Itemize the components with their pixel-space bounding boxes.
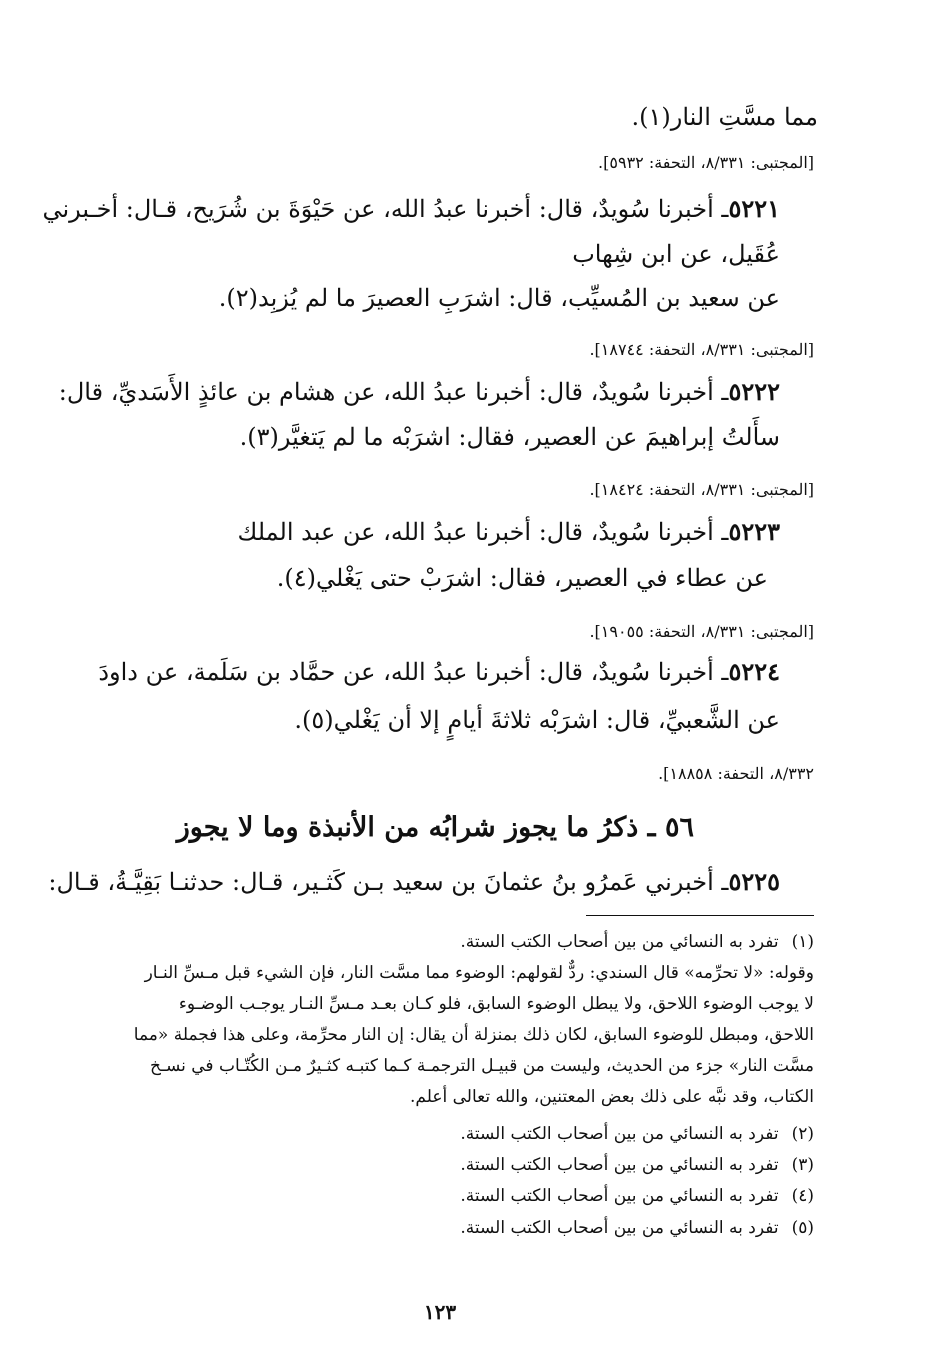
hadith-text: ـ أخبرنا سُويدٌ، قال: أخبرنا عبدُ الله، عن عبد الملك <box>237 518 729 546</box>
hadith-line: سأَلتُ إبراهيمَ عن العصير، فقال: اشرَبْه ما لم يَتغيَّر(٣). <box>239 423 780 451</box>
reference-line: [المجتبى: ٨/٣٣١، التحفة: ١٩٠٥٥]. <box>589 622 814 641</box>
footnote-text: تفرد به النسائي من بين أصحاب الكتب الستة. <box>460 1124 779 1144</box>
hadith-text: ـ أخبرنا سُويدٌ، قال: أخبرنا عبدُ الله، عن حَيْوَةَ بن شُرَيح، قـال: أخـبرني <box>42 195 729 223</box>
reference-line: [المجتبى: ٨/٣٣١، التحفة: ٥٩٣٢]. <box>598 153 814 172</box>
hadith-number: ٥٢٢٥ <box>728 867 780 896</box>
hadith-line <box>59 378 780 407</box>
footnote-continuation: اللاحق، ومبطل للوضوء السابق، لكان ذلك بمنزلة أن يقال: إن النار محرِّمة، وعلى هذا فجملة «مما <box>133 1025 814 1045</box>
footnote-continuation: وقوله: «لا تحرِّمه» قال السندي: ردٌّ لقولهم: الوضوء مما مسَّت النار، فإن الشيء قبل مـسِّ النـار <box>144 963 814 983</box>
intro-line: مما مسَّتِ النار(١). <box>631 103 818 131</box>
footnote-text: تفرد به النسائي من بين أصحاب الكتب الستة. <box>460 1155 779 1175</box>
footnote-text: تفرد به النسائي من بين أصحاب الكتب الستة. <box>460 1186 779 1206</box>
footnote-number: (٢) <box>791 1124 814 1144</box>
footnote-text: تفرد به النسائي من بين أصحاب الكتب الستة. <box>460 1218 779 1238</box>
hadith-line: عن الشَّعبيِّ، قال: اشرَبْه ثلاثةَ أيامٍ إلا أن يَغْلي(٥). <box>294 706 780 734</box>
footnote-continuation: الكتاب، وقد نبَّه على ذلك بعض المعتنين، والله تعالى أعلم. <box>409 1087 814 1107</box>
footnote-separator <box>586 915 814 916</box>
footnote <box>460 932 814 952</box>
hadith-text: ـ أخبرنا سُويدٌ، قال: أخبرنا عبدُ الله، عن حمَّاد بن سَلَمة، عن داودَ <box>98 658 729 686</box>
hadith-number: ٥٢٢٤ <box>728 657 780 686</box>
chapter-title: ٥٦ ـ ذكرُ ما يجوز شرابُه من الأنبذة وما لا يجوز <box>176 812 694 843</box>
footnote-continuation: لا يوجب الوضوء اللاحق، ولا يبطل الوضوء السابق، فلو كـان بعـد مـسِّ النـار يوجـب الوضـوء <box>178 994 814 1014</box>
hadith-line <box>48 868 780 897</box>
footnote-number: (٣) <box>791 1155 814 1175</box>
footnote-number: (٤) <box>791 1186 814 1206</box>
footnote <box>460 1155 814 1175</box>
page-number: ١٢٣ <box>423 1300 457 1324</box>
hadith-line: عُقَيل، عن ابن شِهاب <box>572 240 780 268</box>
footnote-continuation: مسَّت النار» جزء من الحديث، وليست من قبيـل الترجمـة كـما كتبـه كثـيرٌ مـن الكُتّـاب في نسـخ <box>150 1056 814 1076</box>
hadith-text: ـ أخبرنا سُويدٌ، قال: أخبرنا عبدُ الله، عن هشام بن عائذٍ الأَسَديِّ، قال: <box>58 378 729 406</box>
footnote <box>460 1124 814 1144</box>
hadith-line <box>98 658 780 687</box>
hadith-text: ـ أخبرني عَمرُو بنُ عثمانَ بن سعيد بـن كَثـير، قـال: حدثنـا بَقِيَّـةُ، قـال: <box>48 868 729 896</box>
hadith-number: ٥٢٢٢ <box>728 377 780 406</box>
hadith-line: عن عطاء في العصير، فقال: اشرَبْ حتى يَغْلي(٤). <box>276 564 768 592</box>
footnote-text: تفرد به النسائي من بين أصحاب الكتب الستة. <box>460 932 779 952</box>
hadith-line <box>42 195 780 224</box>
hadith-line <box>237 518 780 547</box>
footnote-number: (٥) <box>791 1218 814 1238</box>
hadith-line: عن سعيد بن المُسيِّب، قال: اشرَبِ العصيرَ ما لم يُزبِد(٢). <box>218 284 780 312</box>
hadith-number: ٥٢٢٣ <box>728 517 780 546</box>
reference-line: [المجتبى: ٨/٣٣١، التحفة: ١٨٧٤٤]. <box>589 340 814 359</box>
hadith-number: ٥٢٢١ <box>728 194 780 223</box>
footnote <box>460 1218 814 1238</box>
footnote <box>460 1186 814 1206</box>
footnote-number: (١) <box>791 932 814 952</box>
reference-line: ٨/٣٣٢، التحفة: ١٨٨٥٨]. <box>658 764 814 783</box>
reference-line: [المجتبى: ٨/٣٣١، التحفة: ١٨٤٢٤]. <box>589 480 814 499</box>
